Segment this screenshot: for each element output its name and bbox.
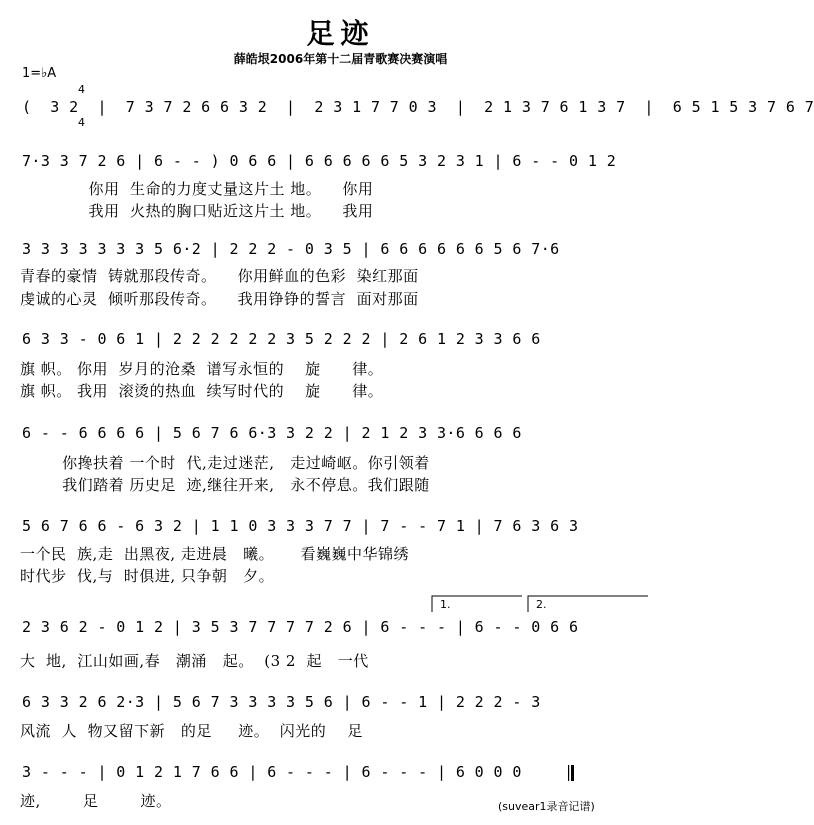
song-title: 足迹 xyxy=(306,17,375,50)
volta-1: 1. xyxy=(440,598,451,611)
performer-subtitle: 薛皓垠2006年第十二届青歌赛决赛演唱 xyxy=(233,52,448,66)
notation-line-6: 5 6 7 6 6 - 6 3 2 | 1 1 0 3 3 3 7 7 | 7 - - 7 1 | 7 6 3 6 3 xyxy=(22,517,579,535)
notation-line-5: 6 - - 6 6 6 6 | 5 6 7 6 6·3 3 2 2 | 2 1 2 3 3·6 6 6 6 xyxy=(22,424,522,442)
lyric-line-5-verse-1: 你搀扶着 一个时 代,走过迷茫, 走过崎岖。你引领着 xyxy=(20,454,430,472)
notation-line-1: ( 3 2 | 7 3 7 2 6 6 3 2 | 2 3 1 7 7 0 3 | 2 1 3 7 6 1 3 7 | 6 5 1 5 3 7 6 7 xyxy=(22,98,814,116)
volta-2-bracket xyxy=(528,596,648,612)
lyric-line-9: 迹, 足 迹。 xyxy=(20,792,172,810)
lyric-line-8: 风流 人 物又留下新 的足 迹。 闪光的 足 xyxy=(20,722,363,740)
lyric-line-7: 大 地, 江山如画,春 潮涌 起。 (3 2 起 一代 xyxy=(20,652,369,670)
lyric-line-4-verse-2: 旗 帜。 我用 滚烫的热血 续写时代的 旋 律。 xyxy=(20,382,384,400)
final-barline-thin xyxy=(568,765,569,781)
key-signature: 1=♭A xyxy=(22,66,57,81)
final-barline-thick xyxy=(571,765,574,781)
lyric-line-2-verse-2: 我用 火热的胸口贴近这片土 地。 我用 xyxy=(20,202,374,220)
volta-1-bracket xyxy=(432,596,522,612)
time-signature-top: 4 xyxy=(78,83,85,96)
lyric-line-6-verse-2: 时代步 伐,与 时俱进, 只争朝 夕。 xyxy=(20,567,275,585)
lyric-line-4-verse-1: 旗 帜。 你用 岁月的沧桑 谱写永恒的 旋 律。 xyxy=(20,360,384,378)
notation-line-3: 3 3 3 3 3 3 3 5 6·2 | 2 2 2 - 0 3 5 | 6 6 6 6 6 6 5 6 7·6 xyxy=(22,240,560,258)
lyric-line-3-verse-2: 虔诚的心灵 倾听那段传奇。 我用铮铮的誓言 面对那面 xyxy=(20,290,419,308)
notation-line-8: 6 3 3 2 6 2·3 | 5 6 7 3 3 3 3 5 6 | 6 - - 1 | 2 2 2 - 3 xyxy=(22,693,541,711)
lyric-line-5-verse-2: 我们踏着 历史足 迹,继往开来, 永不停息。我们跟随 xyxy=(20,476,430,494)
lyric-line-6-verse-1: 一个民 族,走 出黑夜, 走进晨 曦。 看巍巍中华锦绣 xyxy=(20,545,410,563)
lyric-line-2-verse-1: 你用 生命的力度丈量这片土 地。 你用 xyxy=(20,180,374,198)
notation-line-9: 3 - - - | 0 1 2 1 7 6 6 | 6 - - - | 6 - - - | 6 0 0 0 xyxy=(22,763,522,781)
lyric-line-3-verse-1: 青春的豪情 铸就那段传奇。 你用鲜血的色彩 染红那面 xyxy=(20,267,419,285)
time-signature-bottom: 4 xyxy=(78,116,85,129)
notation-line-7: 2 3 6 2 - 0 1 2 | 3 5 3 7 7 7 7 2 6 | 6 - - - | 6 - - 0 6 6 xyxy=(22,618,579,636)
transcriber-credit: (suvear1录音记谱) xyxy=(498,800,595,813)
volta-2: 2. xyxy=(536,598,547,611)
notation-line-2: 7·3 3 7 2 6 | 6 - - ) 0 6 6 | 6 6 6 6 6 5 3 2 3 1 | 6 - - 0 1 2 xyxy=(22,152,617,170)
notation-line-4: 6 3 3 - 0 6 1 | 2 2 2 2 2 2 3 5 2 2 2 | 2 6 1 2 3 3 6 6 xyxy=(22,330,541,348)
